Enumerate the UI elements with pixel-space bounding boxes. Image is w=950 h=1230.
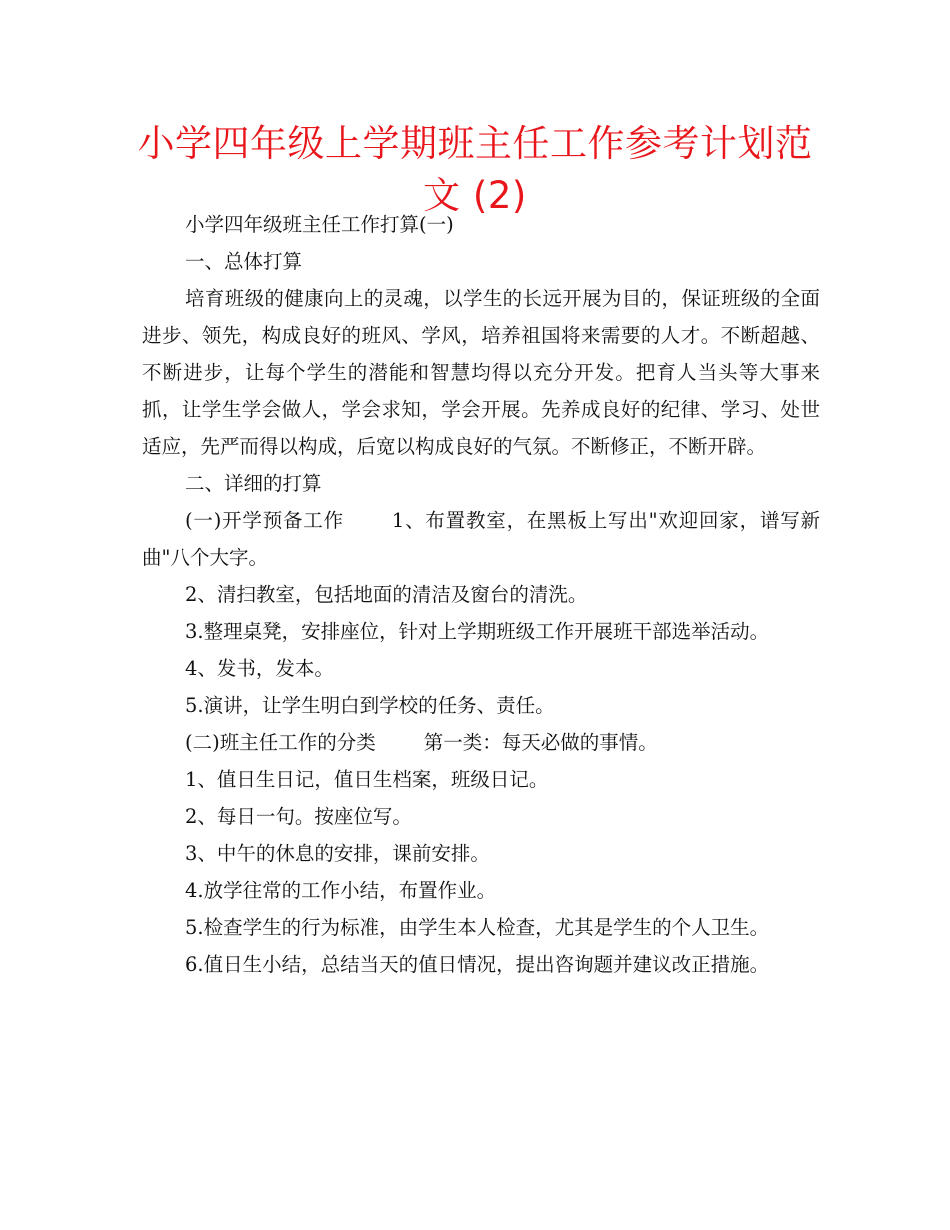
paragraph: 2、每日一句。按座位写。 [185,805,412,828]
subsection-label: (二)班主任工作的分类 [185,731,376,754]
paragraph-text: 第一类：每天必做的事情。 [423,731,658,754]
paragraph: 培育班级的健康向上的灵魂，以学生的长远开展为目的，保证班级的全面进步、领先，构成良好的班风、学风，培养祖国将来需要的人才。不断超越、不断进步，让每个学生的潜能和智慧均得以充分开发。把育人当头等大事来抓，让学生学会做人，学会求知，学会开展。先养成良好的纪律、学习、处世适应，先严而得以构成，后宽以构成良好的气氛。不断修正，不断开辟。 [142,287,820,458]
paragraph: 5.演讲，让学生明白到学校的任务、责任。 [185,694,555,717]
paragraph: 小学四年级班主任工作打算(一) [185,213,454,236]
paragraph: 4、发书，发本。 [185,657,334,680]
paragraph: 3.整理桌凳，安排座位，针对上学期班级工作开展班干部选举活动。 [185,620,770,643]
subsection-label: (一)开学预备工作 [185,509,344,532]
paragraph-text: 1、布置教室，在黑板上写出"欢迎回家，谱写新曲"八个大字。 [142,509,820,569]
paragraph: 4.放学往常的工作小结，布置作业。 [185,879,497,902]
paragraph [142,502,820,576]
document-title: 小学四年级上学期班主任工作参考计划范文 (2) [137,122,813,217]
paragraph: 5.检查学生的行为标准，由学生本人检查，尤其是学生的个人卫生。 [185,916,770,939]
paragraph [142,724,820,761]
document-body [142,206,820,983]
paragraph: 3、中午的休息的安排，课前安排。 [185,842,490,865]
paragraph: 1、值日生日记，值日生档案，班级日记。 [185,768,549,791]
paragraph: 6.值日生小结，总结当天的值日情况，提出咨询题并建议改正措施。 [185,953,770,976]
paragraph: 2、清扫教室，包括地面的清洁及窗台的清洗。 [185,583,588,606]
section-heading: 一、总体打算 [185,250,303,273]
section-heading: 二、详细的打算 [185,472,322,495]
